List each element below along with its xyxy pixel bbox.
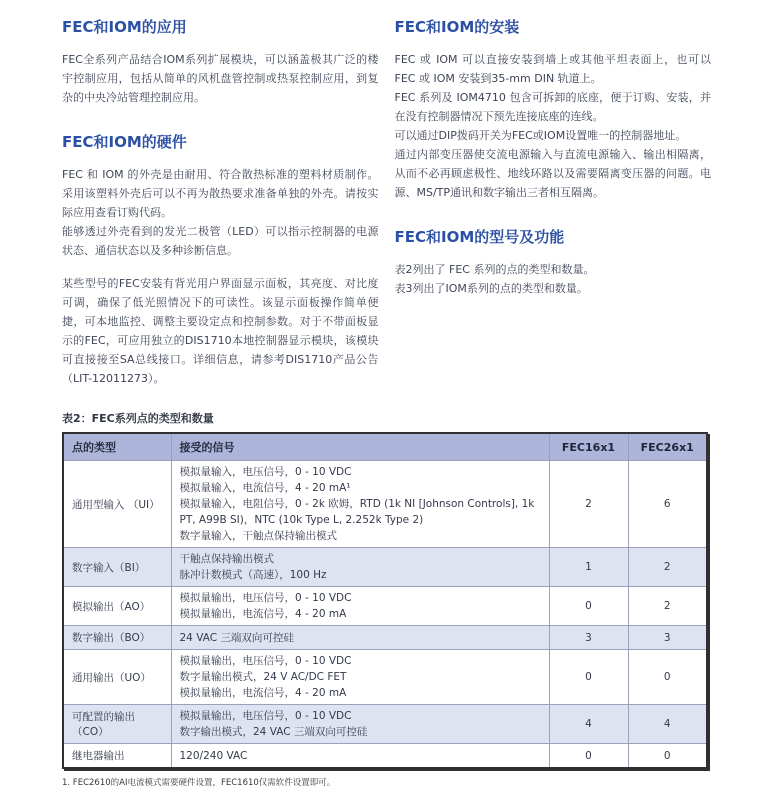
paragraph: 表2列出了 FEC 系列的点的类型和数量。 bbox=[394, 263, 595, 276]
signal-line: 数字量输出模式，24 V AC/DC FET bbox=[179, 671, 347, 683]
right-column bbox=[395, 12, 712, 388]
paragraph: FEC全系列产品结合IOM系列扩展模块，可以涵盖极其广泛的楼宇控制应用，包括从简单的风机盘管控制或热泵控制应用，到复杂的中央冷站管理控制应用。 bbox=[62, 53, 379, 104]
fec26-value: 6 bbox=[628, 461, 707, 548]
fec16-value: 2 bbox=[549, 461, 628, 548]
signal-line: 模拟量输入，电流信号，4 - 20 mA¹ bbox=[179, 482, 351, 494]
column-header: 点的类型 bbox=[63, 433, 171, 461]
fec26-value: 3 bbox=[628, 626, 707, 650]
paragraph: FEC 和 IOM 的外壳是由耐用、符合散热标准的塑料材质制作。采用该塑料外壳后可以不再为散热要求准备单独的外壳。请按实际应用查看订购代码。 bbox=[62, 168, 379, 219]
signal-line: 模拟量输出，电压信号，0 - 10 VDC bbox=[179, 592, 352, 604]
table-row bbox=[63, 744, 707, 769]
fec26-value: 2 bbox=[628, 587, 707, 626]
fec16-value: 0 bbox=[549, 587, 628, 626]
paragraph: 可以通过DIP拨码开关为FEC或IOM设置唯一的控制器地址。 bbox=[394, 129, 687, 142]
signals-cell bbox=[171, 650, 549, 705]
paragraph: 表3列出了IOM系列的点的类型和数量。 bbox=[394, 282, 588, 295]
fec16-value: 0 bbox=[549, 650, 628, 705]
signal-line: 数字输出模式，24 VAC 三端双向可控硅 bbox=[179, 726, 368, 738]
signals-cell bbox=[171, 461, 549, 548]
fec26-value: 2 bbox=[628, 548, 707, 587]
fec26-value: 0 bbox=[628, 744, 707, 769]
signal-line: 模拟量输出，电压信号，0 - 10 VDC bbox=[179, 655, 352, 667]
point-type-cell: 数字输入（BI） bbox=[63, 548, 171, 587]
signal-line: 24 VAC 三端双向可控硅 bbox=[179, 631, 294, 644]
intro-columns bbox=[62, 12, 711, 388]
point-type-cell: 数字输出（BO） bbox=[63, 626, 171, 650]
table-title: 表2：FEC系列点的类型和数量 bbox=[62, 412, 214, 425]
table-row bbox=[63, 461, 707, 548]
point-type-cell: 通用型输入 （UI） bbox=[63, 461, 171, 548]
point-type-cell: 模拟输出（AO） bbox=[63, 587, 171, 626]
signals-cell bbox=[171, 626, 549, 650]
paragraph: FEC 系列及 IOM4710 包含可拆卸的底座，便于订购、安装，并在没有控制器情况下预先连接底座的连线。 bbox=[394, 91, 711, 123]
points-table bbox=[62, 432, 708, 769]
paragraph: 通过内部变压器使交流电源输入与直流电源输入、输出相隔离，从而不必再顾虑极性、地线环路以及需要隔离变压器的问题。电源、MS/TP通讯和数字输出三者相互隔离。 bbox=[394, 148, 711, 199]
fec26-value: 0 bbox=[628, 650, 707, 705]
section-heading: FEC和IOM的型号及功能 bbox=[394, 228, 565, 246]
paragraph: 某些型号的FEC安装有背光用户界面显示面板，其亮度、对比度可调，确保了低光照情况下的可读性。该显示面板操作简单便捷，可本地监控、调整主要设定点和控制参数。对于不带面板显示的FEC，可应用独立的DIS1710本地控制器显示模块，该模块可直接接至SA总线接口。详细信息，请参考DIS1710产品公告（LIT-12011273）。 bbox=[62, 277, 379, 385]
signal-line: 模拟量输出，电压信号，0 - 10 VDC bbox=[179, 710, 352, 722]
signals-cell bbox=[171, 744, 549, 769]
point-type-cell: 继电器输出 bbox=[63, 744, 171, 769]
signal-line: 模拟量输出，电流信号，4 - 20 mA bbox=[179, 608, 347, 620]
column-header: FEC26x1 bbox=[628, 433, 707, 461]
fec16-value: 1 bbox=[549, 548, 628, 587]
point-type-cell: 通用输出（UO） bbox=[63, 650, 171, 705]
point-type-cell: 可配置的输出 （CO） bbox=[63, 705, 171, 744]
section-heading: FEC和IOM的硬件 bbox=[62, 133, 187, 151]
fec26-value: 4 bbox=[628, 705, 707, 744]
section-heading: FEC和IOM的应用 bbox=[62, 18, 187, 36]
fec16-value: 4 bbox=[549, 705, 628, 744]
table-header-row bbox=[63, 433, 707, 461]
signal-line: 干触点保持输出模式 bbox=[179, 553, 274, 565]
signals-cell bbox=[171, 587, 549, 626]
column-header: 接受的信号 bbox=[171, 433, 549, 461]
signals-cell bbox=[171, 548, 549, 587]
table-row bbox=[63, 705, 707, 744]
table-row bbox=[63, 626, 707, 650]
signals-cell bbox=[171, 705, 549, 744]
signal-line: 120/240 VAC bbox=[179, 749, 248, 762]
table-row bbox=[63, 650, 707, 705]
fec16-value: 3 bbox=[549, 626, 628, 650]
signal-line: 模拟量输出，电流信号，4 - 20 mA bbox=[179, 687, 347, 699]
column-header: FEC16x1 bbox=[549, 433, 628, 461]
table-row bbox=[63, 548, 707, 587]
signal-line: 模拟量输入，电压信号，0 - 10 VDC bbox=[179, 466, 352, 478]
signal-line: 数字量输入，干触点保持输出模式 bbox=[179, 530, 337, 542]
signal-line: 脉冲计数模式（高速），100 Hz bbox=[179, 569, 327, 581]
table-row bbox=[63, 587, 707, 626]
signal-line: 模拟量输入，电阻信号，0 - 2k 欧姆，RTD (1k NI [Johnson Controls], 1k PT, A99B SI)，NTC (10k Type L, 2.252k Type 2) bbox=[179, 498, 535, 526]
paragraph: 能够透过外壳看到的发光二极管（LED）可以指示控制器的电源状态、通信状态以及多种诊断信息。 bbox=[62, 225, 379, 257]
table-footnote: 1. FEC2610的AI电流模式需要硬件设置，FEC1610仅需软件设置即可。 bbox=[62, 778, 336, 788]
left-column bbox=[62, 12, 379, 388]
paragraph: FEC 或 IOM 可以直接安装到墙上或其他平坦表面上，也可以 FEC 或 IOM 安装到35-mm DIN 轨道上。 bbox=[394, 53, 711, 85]
section-heading: FEC和IOM的安装 bbox=[394, 18, 520, 36]
fec16-value: 0 bbox=[549, 744, 628, 769]
